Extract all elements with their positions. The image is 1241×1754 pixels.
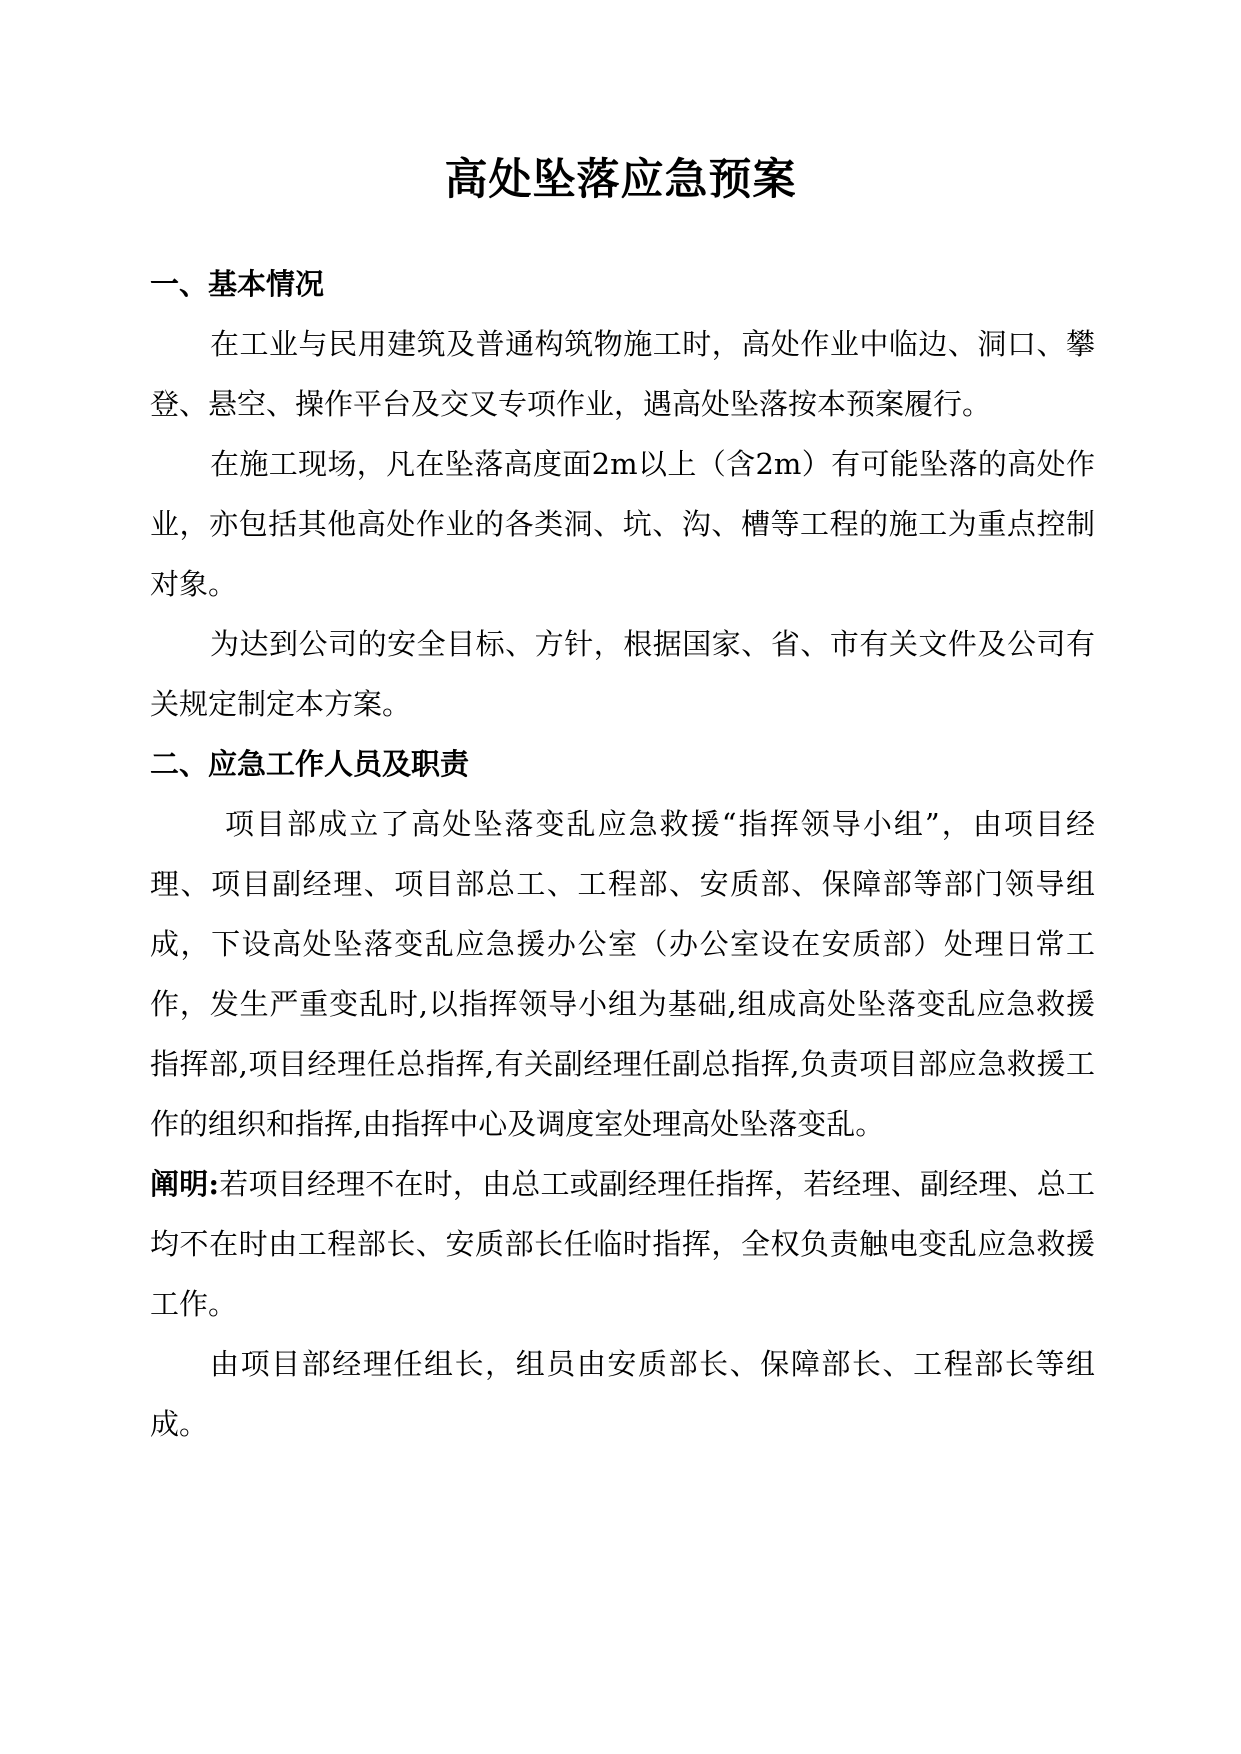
note-text: 若项目经理不在时，由总工或副经理任指挥，若经理、副经理、总工均不在时由工程部长、安质部长任临时指挥，全权负责触电变乱应急救援工作。 (150, 1167, 1095, 1321)
paragraph-scope: 在工业与民用建筑及普通构筑物施工时，高处作业中临边、洞口、攀登、悬空、操作平台及交叉专项作业，遇高处坠落按本预案履行。 (150, 327, 1095, 421)
document-title: 高处坠落应急预案 (444, 155, 797, 205)
paragraph-purpose: 为达到公司的安全目标、方针，根据国家、省、市有关文件及公司有关规定制定本方案。 (150, 627, 1095, 721)
document-body (150, 254, 1095, 1454)
section-heading-basic-situation: 一、基本情况 (150, 267, 325, 301)
section-heading-personnel-duties: 二、应急工作人员及职责 (150, 747, 470, 781)
paragraph-note (150, 1154, 1095, 1334)
note-label: 阐明: (150, 1167, 220, 1201)
paragraph-control-objects: 在施工现场，凡在坠落高度面2m以上（含2m）有可能坠落的高处作业，亦包括其他高处作业的各类洞、坑、沟、槽等工程的施工为重点控制对象。 (150, 447, 1095, 601)
paragraph-team-members: 由项目部经理任组长，组员由安质部长、保障部长、工程部长等组成。 (150, 1347, 1095, 1441)
paragraph-command-group: 项目部成立了高处坠落变乱应急救援“指挥领导小组”，由项目经理、项目副经理、项目部总工、工程部、安质部、保障部等部门领导组成，下设高处坠落变乱应急援办公室（办公室设在安质部）处理日常工作，发生严重变乱时,以指挥领导小组为基础,组成高处坠落变乱应急救援指挥部,项目经理任总指挥,有关副经理任副总指挥,负责项目部应急救援工作的组织和指挥,由指挥中心及调度室处理高处坠落变乱。 (150, 807, 1095, 1141)
